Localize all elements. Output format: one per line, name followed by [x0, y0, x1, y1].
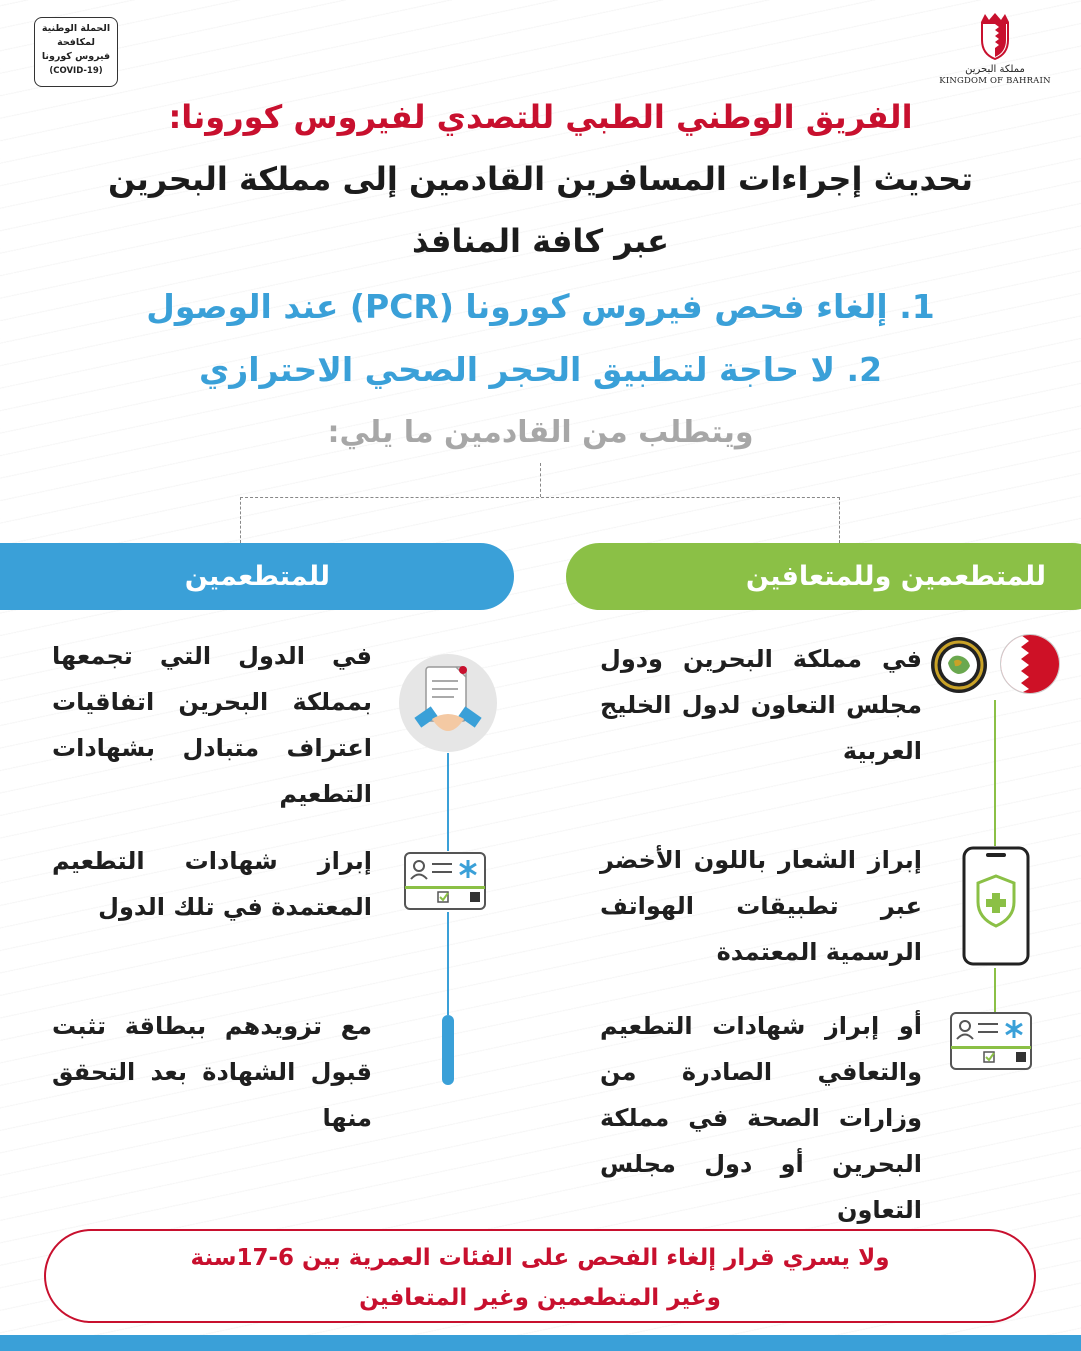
header-vaccinated-recovered	[566, 543, 1081, 610]
green-item-1: في مملكة البحرين ودول مجلس التعاون لدول الخليج العربية	[600, 645, 922, 765]
headline-point-2: 2. لا حاجة لتطبيق الحجر الصحي الاحترازي	[198, 350, 883, 389]
green-timeline-line-1	[994, 700, 996, 846]
bottom-stripe	[0, 1335, 1081, 1351]
note-line-1: ولا يسري قرار إلغاء الفحص على الفئات العمرية بين 6-17سنة	[190, 1245, 890, 1271]
coat-of-arms-icon	[975, 12, 1015, 60]
gcc-emblem-icon	[930, 636, 988, 694]
age-exception-note	[44, 1229, 1036, 1323]
headline-update-line1: تحديث إجراءات المسافرين القادمين إلى مملكة البحرين	[107, 160, 974, 198]
header-green-label: للمتطعمين وللمتعافين	[745, 561, 1046, 592]
certificate-card-icon	[952, 1012, 1032, 1070]
campaign-line2: لمكافحة	[57, 37, 95, 48]
kingdom-name-en: KINGDOM OF BAHRAIN	[939, 76, 1051, 86]
headline-requires: ويتطلب من القادمين ما يلي:	[327, 415, 754, 450]
headline-update-line2: عبر كافة المنافذ	[411, 222, 670, 260]
header-vaccinated	[0, 543, 514, 610]
blue-item-3: مع تزويدهم ببطاقة تثبت قبول الشهادة بعد التحقق منها	[52, 1012, 372, 1132]
phone-shield-icon	[962, 846, 1030, 966]
header-blue-label: للمتطعمين	[184, 561, 330, 592]
green-item-2: إبراز الشعار باللون الأخضر عبر تطبيقات الهواتف الرسمية المعتمدة	[600, 846, 922, 966]
campaign-line4: (COVID-19)	[49, 66, 103, 76]
green-item-3: أو إبراز شهادات التطعيم والتعافي الصادرة من وزارات الصحة في مملكة البحرين أو دول مجلس التعاون	[600, 1012, 922, 1224]
connector-stem	[540, 463, 541, 497]
campaign-line1: الحملة الوطنية	[41, 23, 111, 34]
headline-title: الفريق الوطني الطبي للتصدي لفيروس كورونا:	[168, 98, 913, 136]
blue-item-1: في الدول التي تجمعها بمملكة البحرين اتفاقيات اعتراف متبادل بشهادات التطعيم	[52, 642, 372, 808]
blue-timeline-line-2	[447, 912, 449, 1015]
green-timeline-line-2	[994, 968, 996, 1012]
bahrain-flag-icon	[1000, 634, 1060, 694]
connector-left-drop	[240, 497, 241, 543]
note-line-2: وغير المتطعمين وغير المتعافين	[359, 1285, 721, 1311]
connector-bar	[240, 497, 840, 498]
certificate-card-icon-blue	[406, 852, 486, 910]
blue-timeline-marker	[442, 1015, 454, 1085]
handshake-document-icon	[398, 653, 498, 753]
headline-point-1: 1. إلغاء فحص فيروس كورونا (PCR) عند الوصول	[146, 287, 935, 326]
kingdom-name-ar: مملكة البحرين	[965, 64, 1025, 75]
campaign-badge	[34, 17, 118, 87]
campaign-line3: فيروس كورونا	[41, 51, 111, 62]
kingdom-logo	[935, 12, 1055, 92]
blue-timeline-line-1	[447, 753, 449, 851]
connector-right-drop	[839, 497, 840, 543]
blue-item-2: إبراز شهادات التطعيم المعتمدة في تلك الدول	[52, 847, 372, 921]
